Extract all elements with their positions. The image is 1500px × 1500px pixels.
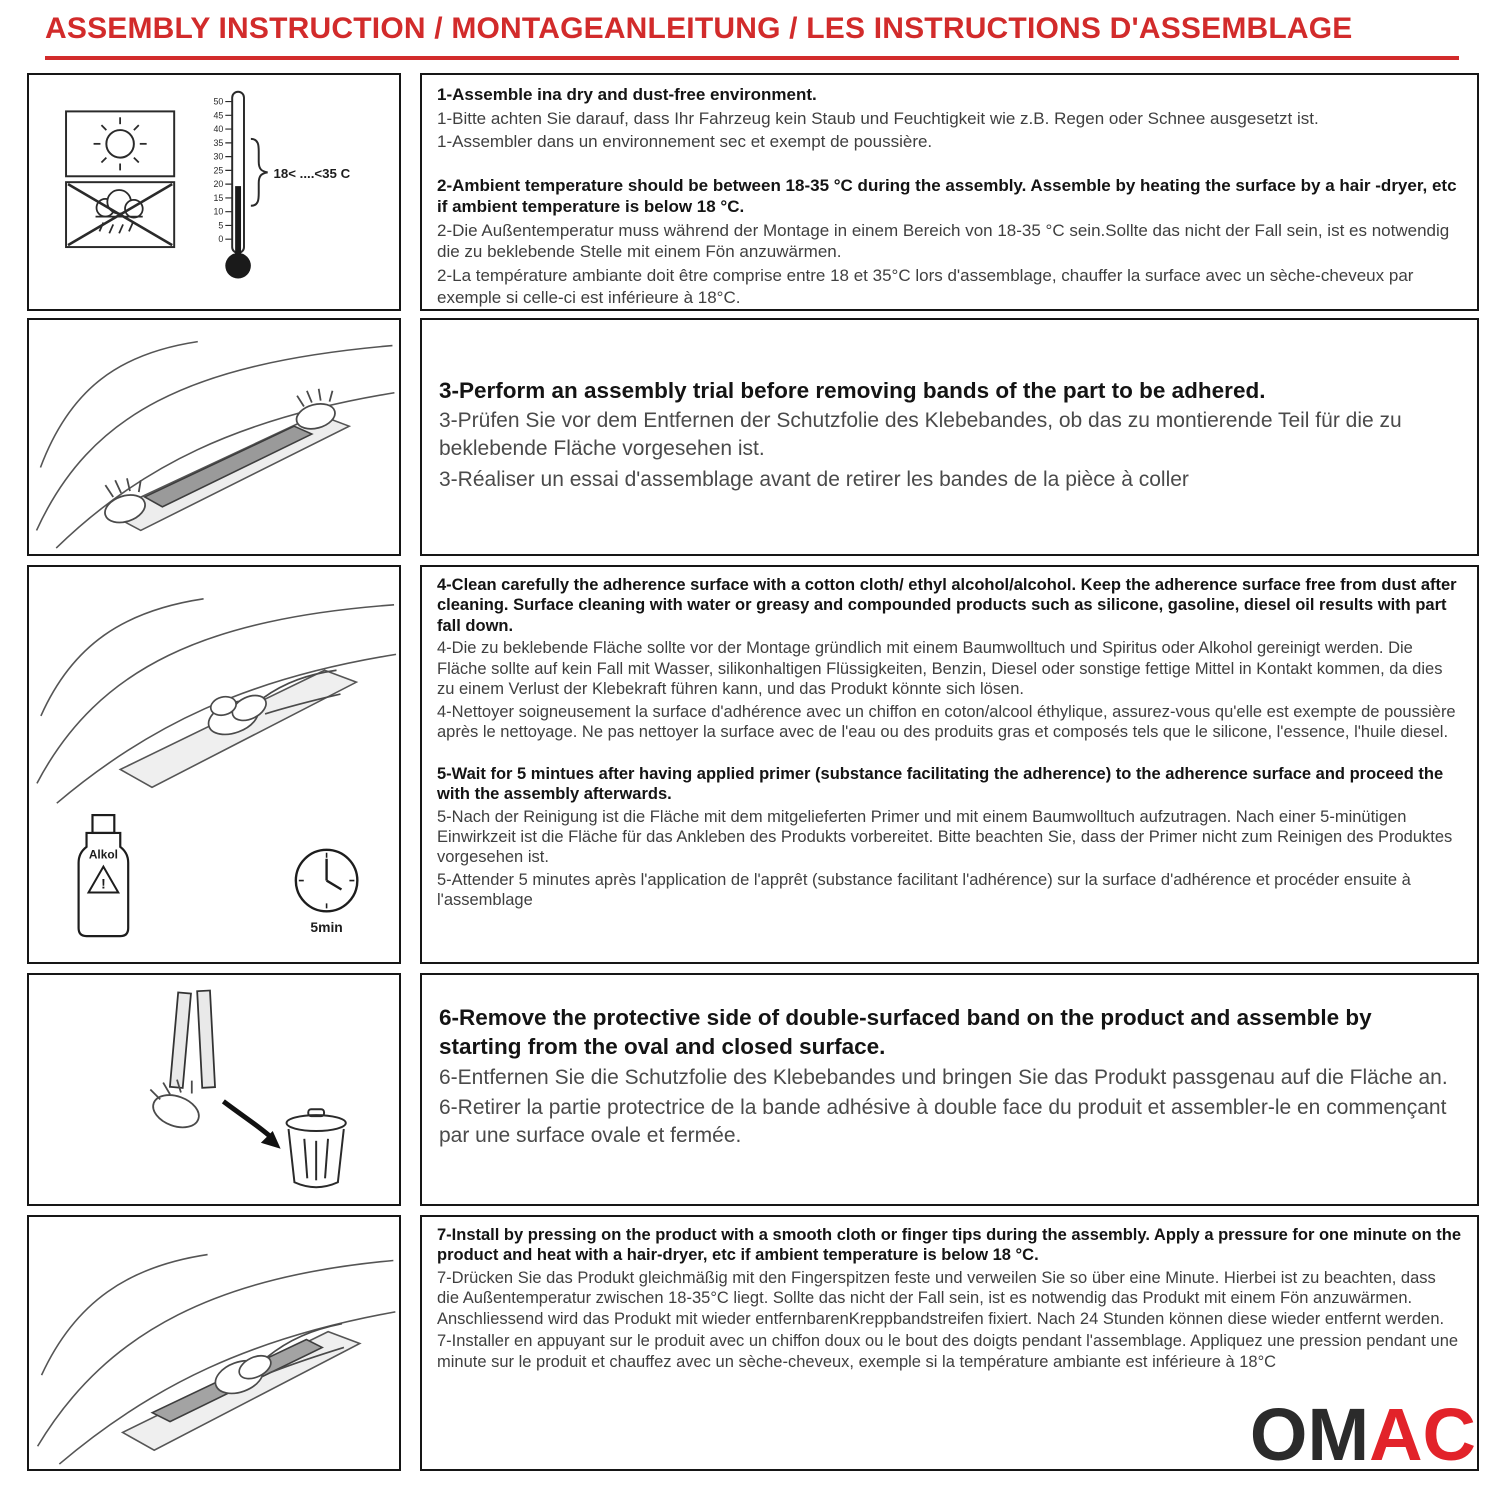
section-steps-4-5 [420, 565, 1479, 964]
section-step-6 [420, 973, 1479, 1206]
bottle-label: Alkol [88, 847, 118, 862]
step-2-fr: 2-La température ambiante doit être comprise entre 18 et 35°C lors d'assemblage, chauffer la surface avec un sèche-cheveux par exemple si celle-ci est inférieure à 18°C. [437, 266, 1414, 307]
step-4-fr: 4-Nettoyer soigneusement la surface d'adhérence avec un chiffon en coton/alcool éthylique, assurez-vous qu'elle est exempte de poussière après le nettoyage. Ne pas nettoyer la surface avec de l'eau ou des produits gras et composés tels que le silicone, l'essence, l'huile diesel. [437, 702, 1456, 742]
temperature-range-label: 18< ....<35 C [273, 165, 351, 181]
protective-strips [170, 990, 215, 1087]
scale-tick-label: 20 [213, 178, 224, 189]
illustration-remove-band [27, 973, 401, 1206]
trash-can-icon [287, 1109, 346, 1187]
section-steps-1-2 [420, 73, 1479, 311]
environment-illustration [29, 76, 399, 309]
scale-tick-label: 5 [218, 219, 224, 230]
scale-tick-label: 25 [213, 164, 224, 175]
scale-tick-label: 35 [213, 137, 224, 148]
step-3-de: 3-Prüfen Sie vor dem Entfernen der Schutzfolie des Klebebandes, ob das zu montierende Teil für die zu beklebende Fläche vorgesehen ist. [439, 409, 1402, 461]
scale-tick-label: 30 [213, 151, 224, 162]
thermometer-icon [225, 91, 251, 278]
clock-label: 5min [310, 919, 343, 936]
step-1-de: 1-Bitte achten Sie darauf, dass Ihr Fahrzeug kein Staub und Feuchtigkeit wie z.B. Regen oder Schnee ausgesetzt ist. [437, 108, 1319, 128]
scale-tick-label: 10 [213, 206, 224, 217]
step-6-en: 6-Remove the protective side of double-surfaced band on the product and assemble by starting from the oval and closed surface. [439, 1005, 1372, 1060]
spacer [437, 745, 1462, 764]
warning-exclamation: ! [101, 875, 106, 892]
logo-text-red: AC [1369, 1393, 1476, 1476]
step-4-de: 4-Die zu beklebende Fläche sollte vor der Montage gründlich mit einem Baumwolltuch und Spiritus oder Alkohol gereinigt werden. Die Fläche sollte auf kein Fall mit Wasser, silikonhaltigen Flüssigkeiten, Benzin, Diesel oder sonstige fettige Mittel in Kontakt kommen, da dies zu einem Verlust der Klebekraft führen kann, und das Produkt könnte sich lösen. [437, 639, 1443, 699]
step-7-fr: 7-Installer en appuyant sur le produit avec un chiffon doux ou le bout des doigts pendant l'assemblage. Appliquez une pression pendant une minute sur le produit et chauffez avec un sèche-cheveux, exemple si la température ambiante est inférieure à 18°C [437, 1332, 1459, 1371]
scale-tick-label: 15 [213, 192, 224, 203]
step-7-de: 7-Drücken Sie das Produkt gleichmäßig mit den Fingerspitzen feste und verweilen Sie so über eine Minute. Hierbei ist zu beachten, dass die Außentemperatur zwischen 18-35°C liegt. Sollte das nicht der Fall sein, ist es notwendig das Produkt mit einem Fön anzuwärmen. Anschliessend wird das Produkt mit wieder entfernbarenKreppbandstreifen fixiert. Nach 24 Stunden können diese wieder entfernt werden. [437, 1268, 1445, 1328]
step-5-en: 5-Wait for 5 mintues after having applied primer (substance facilitating the adherence) to the adherence surface and proceed the with the assembly afterwards. [437, 764, 1444, 804]
scale-tick-label: 50 [213, 96, 224, 107]
scale-tick-label: 0 [218, 233, 224, 244]
clock-icon [296, 850, 358, 912]
step-6-fr: 6-Retirer la partie protectrice de la bande adhésive à double face du produit et assembler-le en commençant par une surface ovale et fermée. [439, 1095, 1447, 1147]
press-install-illustration [29, 1217, 399, 1469]
rain-cloud-icon [96, 190, 143, 233]
step-5-fr: 5-Attender 5 minutes après l'application de l'apprêt (substance facilitant l'adhérence) sur la surface d'adhérence et procéder ensuite à l'assemblage [437, 870, 1411, 910]
cleaning-illustration [29, 567, 399, 962]
remove-band-illustration [29, 975, 399, 1204]
spacer [437, 155, 1462, 175]
scale-tick-label: 40 [213, 123, 224, 134]
logo-text-dark: OM [1249, 1393, 1370, 1476]
step-2-en: 2-Ambient temperature should be between 18-35 °C during the assembly. Assemble by heating the surface by a hair -dryer, etc if ambient temperature is below 18 °C. [437, 175, 1457, 217]
page-title: ASSEMBLY INSTRUCTION / MONTAGEANLEITUNG / LES INSTRUCTIONS D'ASSEMBLAGE [45, 12, 1459, 60]
section-step-3 [420, 318, 1479, 556]
arrow-to-trash-icon [223, 1101, 280, 1148]
scale-tick-label: 45 [213, 109, 224, 120]
illustration-cleaning [27, 565, 401, 964]
step-4-en: 4-Clean carefully the adherence surface with a cotton cloth/ ethyl alcohol/alcohol. Keep the adherence surface free from dust after cleaning. Surface cleaning with water or greasy and compounded products such as silicone, gasoline, diesel oil results with part fall down. [437, 576, 1457, 635]
sun-icon [94, 117, 147, 170]
step-5-de: 5-Nach der Reinigung ist die Fläche mit dem mitgelieferten Primer und mit einem Baumwolltuch aufzutragen. Nach einer 5-minütigen Einwirkzeit ist die Fläche für das Ankleben des Produkts vorbereitet. Bitte beachten Sie, dass der Primer nicht zum Reinigen des Produktes vorgesehen ist. [437, 807, 1453, 867]
illustration-assembly-trial [27, 318, 401, 556]
range-brace [251, 138, 268, 205]
step-3-fr: 3-Réaliser un essai d'assemblage avant de retirer les bandes de la pièce à coller [439, 467, 1189, 491]
assembly-trial-illustration [29, 320, 399, 554]
illustration-press-install [27, 1215, 401, 1471]
thermometer-scale [214, 96, 224, 244]
step-2-de: 2-Die Außentemperatur muss während der Montage in einem Bereich von 18-35 °C sein.Sollte das nicht der Fall sein, ist es notwendig die zu beklebende Stelle mit einem Fön anzuwärmen. [437, 220, 1450, 262]
illustration-environment [27, 73, 401, 311]
omac-logo [1249, 1393, 1476, 1476]
step-1-en: 1-Assemble ina dry and dust-free environment. [437, 85, 817, 104]
step-1-fr: 1-Assembler dans un environnement sec et exempt de poussière. [437, 132, 933, 152]
step-6-de: 6-Entfernen Sie die Schutzfolie des Klebebandes und bringen Sie das Produkt passgenau auf die Fläche an. [439, 1065, 1448, 1089]
step-3-en: 3-Perform an assembly trial before removing bands of the part to be adhered. [439, 378, 1266, 403]
sill-trim-strip [145, 426, 312, 507]
step-7-en: 7-Install by pressing on the product with a smooth cloth or finger tips during the assembly. Apply a pressure for one minute on the product and heat with a hair-dryer, etc if ambient temperature is below 18 °C. [437, 1226, 1462, 1265]
